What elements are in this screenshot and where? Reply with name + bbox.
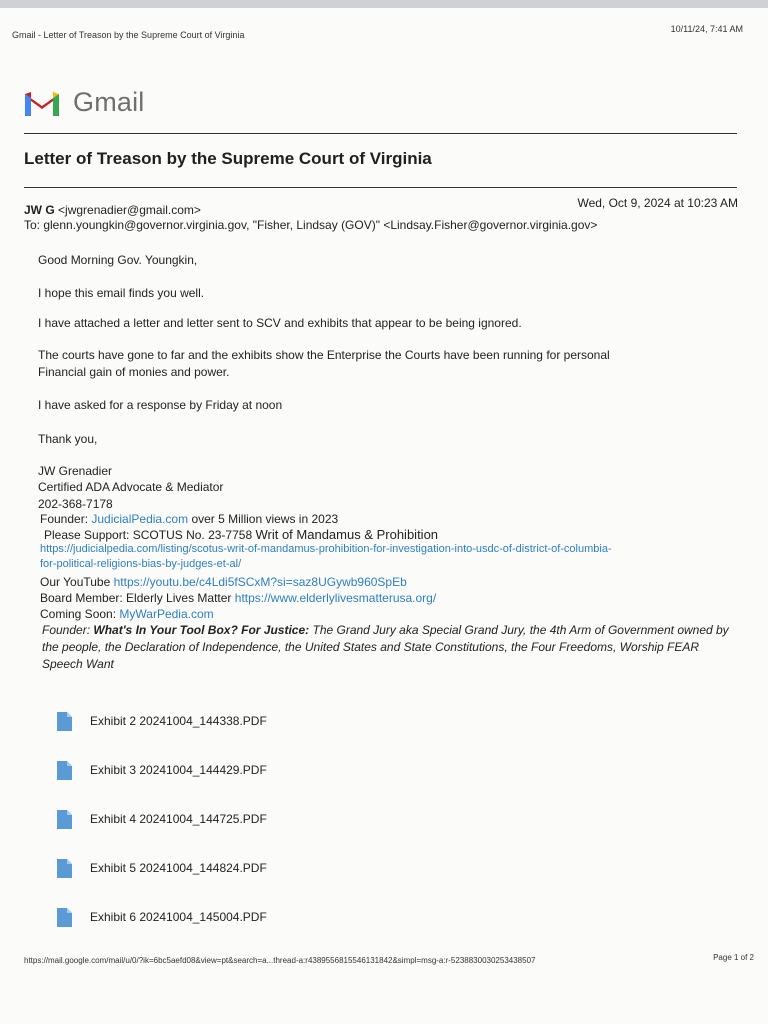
gmail-logo — [23, 87, 163, 121]
support-title: Writ of Mandamus & Prohibition — [255, 527, 439, 542]
sender-name: JW G — [24, 203, 55, 217]
mywarpedia-link[interactable]: MyWarPedia.com — [119, 607, 214, 621]
founder-tagline — [42, 622, 742, 673]
coming-soon-label: Coming Soon: — [40, 607, 117, 621]
recipients-line: To: glenn.youngkin@governor.virginia.gov, "Fisher, Lindsay (GOV)" <Lindsay.Fisher@governor.virginia.gov> — [24, 218, 598, 232]
paragraph-1: I hope this email finds you well. — [38, 286, 205, 300]
signature-phone: 202-368-7178 — [38, 497, 113, 511]
coming-soon-line — [40, 607, 214, 621]
support-url-line-1[interactable]: https://judicialpedia.com/listing/scotus-writ-of-mandamus-prohibition-for-investigation-into-usdc-of-district-of-columbia- — [40, 543, 612, 555]
scan-edge — [0, 0, 768, 8]
closing: Thank you, — [38, 432, 98, 446]
greeting: Good Morning Gov. Youngkin, — [38, 253, 198, 267]
paragraph-3-line-2: Financial gain of monies and power. — [38, 365, 230, 379]
youtube-line — [40, 575, 407, 589]
page-number: Page 1 of 2 — [713, 953, 754, 962]
board-org: Elderly Lives Matter — [126, 591, 232, 605]
founder2-label: Founder: — [42, 623, 91, 637]
signature-title: Certified ADA Advocate & Mediator — [38, 480, 224, 494]
file-icon — [57, 810, 72, 829]
print-footer-url: https://mail.google.com/mail/u/0/?ik=6bc5aefd08&view=pt&search=a...thread-a:r4389556815546131842&simpl=msg-a:r-5238830030253438507 — [24, 956, 536, 965]
attachment-name: Exhibit 3 20241004_144429.PDF — [90, 763, 267, 777]
attachment-name: Exhibit 2 20241004_144338.PDF — [90, 714, 267, 728]
file-icon — [57, 859, 72, 878]
board-line — [40, 591, 436, 605]
founder-label: Founder: — [40, 512, 89, 526]
founder-line — [40, 512, 338, 526]
board-label: Board Member: — [40, 591, 123, 605]
header-divider — [24, 133, 737, 134]
support-line — [44, 527, 438, 542]
youtube-link[interactable]: https://youtu.be/c4Ldi5fSCxM?si=saz8UGywb960SpEb — [113, 575, 407, 589]
founder-note: over 5 Million views in 2023 — [191, 512, 339, 526]
youtube-label: Our YouTube — [40, 575, 111, 589]
attachment-name: Exhibit 5 20241004_144824.PDF — [90, 861, 267, 875]
elderly-lives-matter-link[interactable]: https://www.elderlylivesmatterusa.org/ — [234, 591, 437, 605]
support-case: SCOTUS No. 23-7758 — [132, 528, 253, 542]
support-label: Please Support: — [44, 528, 130, 542]
gmail-m-icon — [23, 89, 61, 117]
print-header-time: 10/11/24, 7:41 AM — [670, 24, 743, 34]
judicialpedia-link[interactable]: JudicialPedia.com — [91, 512, 189, 526]
paragraph-2: I have attached a letter and letter sent to SCV and exhibits that appear to be being ignored. — [38, 316, 522, 330]
print-header-title: Gmail - Letter of Treason by the Supreme Court of Virginia — [12, 30, 245, 40]
founder2-text: The Grand Jury aka Special Grand Jury, the 4th Arm of Government owned by the people, the Declaration of Independence, the United States and State Constitutions, the Four Freedoms, Worship FEAR Speech Want — [42, 623, 729, 671]
file-icon — [57, 908, 72, 927]
attachment-name: Exhibit 4 20241004_144725.PDF — [90, 812, 267, 826]
file-icon — [57, 761, 72, 780]
paragraph-3-line-1: The courts have gone to far and the exhibits show the Enterprise the Courts have been running for personal — [38, 348, 610, 362]
gmail-logo-text: Gmail — [73, 87, 145, 117]
sender-address: <jwgrenadier@gmail.com> — [58, 203, 201, 217]
sent-date: Wed, Oct 9, 2024 at 10:23 AM — [577, 196, 738, 210]
tool-box-heading: What's In Your Tool Box? For Justice: — [93, 623, 310, 637]
file-icon — [57, 712, 72, 731]
sender-line — [24, 203, 201, 217]
paragraph-4: I have asked for a response by Friday at noon — [38, 398, 283, 412]
support-url-line-2[interactable]: for-political-religions-bias-by-judges-et-al/ — [40, 558, 242, 570]
subject-divider — [24, 187, 737, 188]
attachment-name: Exhibit 6 20241004_145004.PDF — [90, 910, 267, 924]
signature-name: JW Grenadier — [38, 464, 113, 478]
email-subject: Letter of Treason by the Supreme Court of Virginia — [24, 149, 432, 168]
